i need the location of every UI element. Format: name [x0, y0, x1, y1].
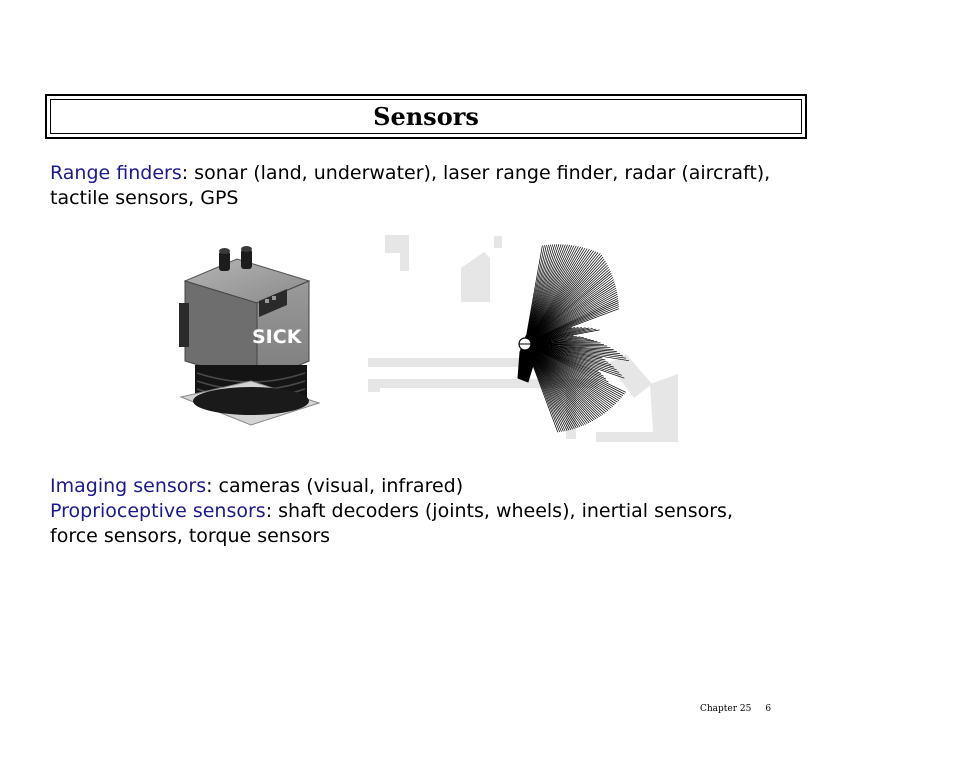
proprioceptive-sensors-term: Proprioceptive sensors [50, 500, 266, 522]
imaging-sensors-term: Imaging sensors [50, 475, 207, 497]
slide-title: Sensors [50, 99, 802, 134]
proprioceptive-sensors-paragraph [50, 499, 733, 549]
imaging-sensors-text: : cameras (visual, infrared) [206, 475, 464, 497]
imaging-sensors-paragraph [50, 474, 463, 499]
proprioceptive-sensors-text-line1: : shaft decoders (joints, wheels), inertial sensors, [265, 500, 733, 522]
footer-page-number: 6 [765, 704, 772, 714]
range-finders-term: Range finders [50, 162, 182, 184]
range-finders-text-line2: tactile sensors, GPS [50, 187, 239, 209]
sick-logo: SICK [252, 326, 302, 348]
proprioceptive-sensors-text-line2: force sensors, torque sensors [50, 525, 331, 547]
footer [700, 704, 771, 714]
range-finders-text-line1: : sonar (land, underwater), laser range finder, radar (aircraft), [181, 162, 771, 184]
laser-scan-fan [518, 244, 629, 432]
range-finders-paragraph [50, 161, 770, 211]
sick-laser-scanner-image [175, 245, 320, 435]
footer-chapter: Chapter 25 [700, 704, 752, 714]
title-frame [45, 94, 807, 139]
laser-scan-map-image [368, 232, 684, 446]
